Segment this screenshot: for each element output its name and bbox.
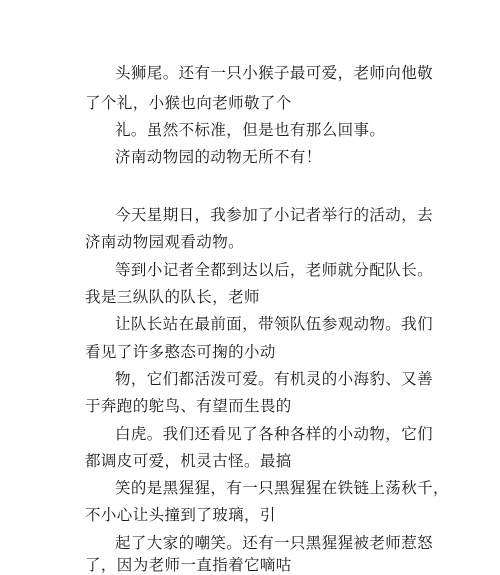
paragraph-line: 笑的是黑猩猩，有一只黑猩猩在铁链上荡秋千， [115, 479, 449, 497]
paragraph-line: 济南动物园观看动物。 [85, 233, 245, 251]
paragraph-line: 等到小记者全都到达以后，老师就分配队长。 [115, 261, 434, 279]
paragraph-line: 让队长站在最前面，带领队伍参观动物。我们 [115, 315, 434, 333]
paragraph-line: 不小心让头撞到了玻璃，引 [85, 506, 276, 524]
paragraph-line: 了，因为老师一直指着它嘀咕 [85, 556, 292, 574]
paragraph-line: 礼。虽然不标准，但是也有那么回事。 [115, 121, 386, 139]
paragraph-line: 于奔跑的鸵鸟、有望而生畏的 [85, 397, 292, 415]
paragraph-line: 看见了许多憨态可掬的小动 [85, 343, 276, 361]
paragraph-line: 了个礼，小猴也向老师敬了个 [85, 94, 292, 112]
paragraph-line: 我是三纵队的队长，老师 [85, 288, 260, 306]
paragraph-line: 都调皮可爱，机灵古怪。最搞 [85, 452, 292, 470]
paragraph-line: 济南动物园的动物无所不有！ [115, 148, 322, 166]
paragraph-line: 头狮尾。还有一只小猴子最可爱，老师向他敬 [115, 64, 434, 82]
paragraph-line: 白虎。我们还看见了各种各样的小动物，它们 [115, 425, 434, 443]
paragraph-line: 今天星期日，我参加了小记者举行的活动，去 [115, 206, 434, 224]
paragraph-line: 起了大家的嘲笑。还有一只黑猩猩被老师惹怒 [115, 534, 434, 552]
paragraph-line: 物，它们都活泼可爱。有机灵的小海豹、又善 [115, 370, 434, 388]
